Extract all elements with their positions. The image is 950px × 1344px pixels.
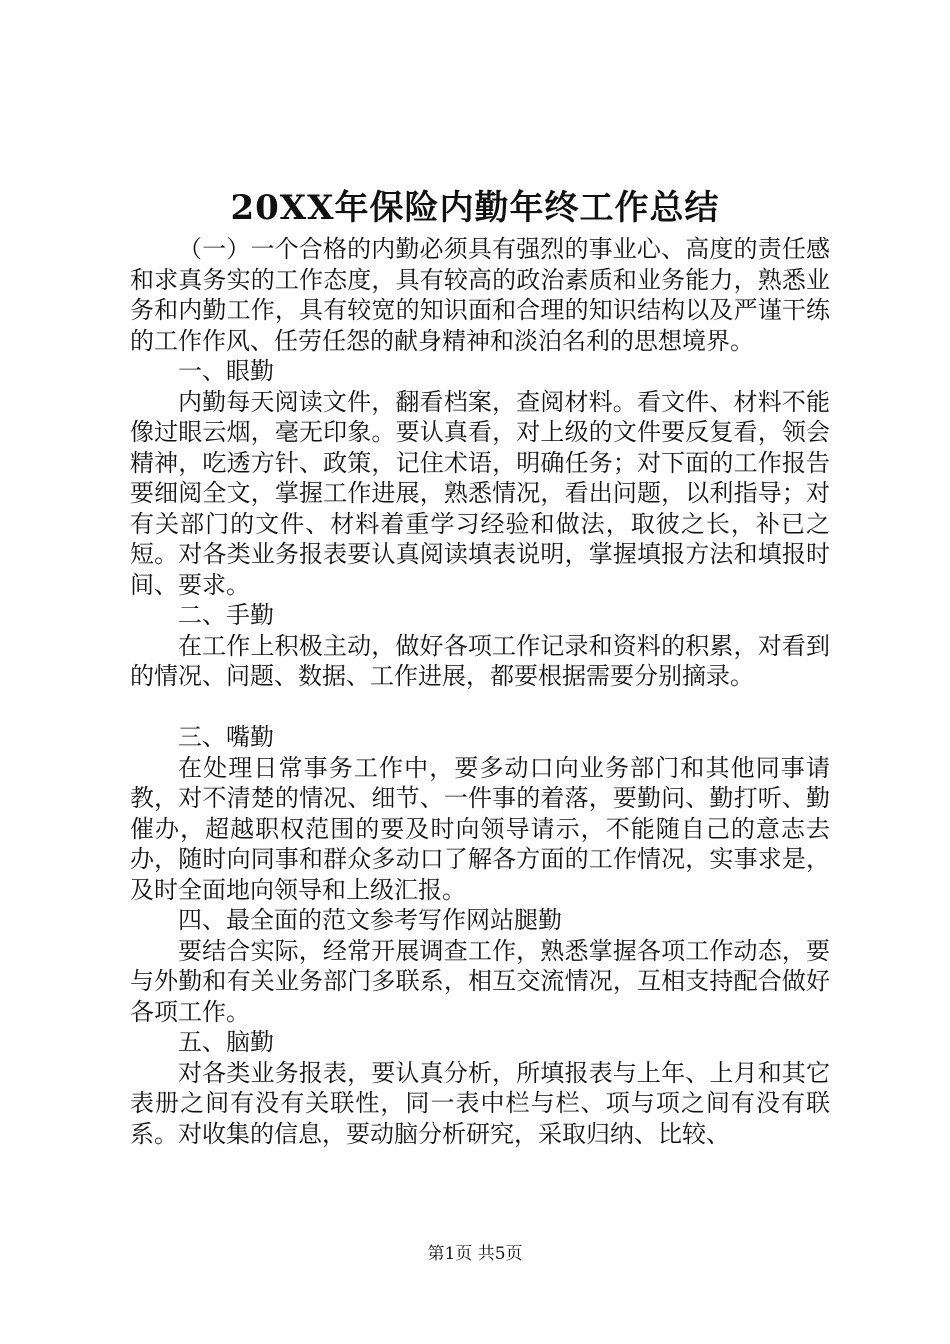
- paragraph: （一）一个合格的内勤必须具有强烈的事业心、高度的责任感和求真务实的工作态度，具有较高的政治素质和业务能力，熟悉业务和内勤工作，具有较宽的知识面和合理的知识结构以及严谨干练的工作作风、任劳任怨的献身精神和淡泊名利的思想境界。: [130, 235, 830, 355]
- section-heading: 一、眼勤: [178, 357, 274, 385]
- paragraph: 要结合实际，经常开展调查工作，熟悉掌握各项工作动态，要与外勤和有关业务部门多联系，相互交流情况，互相支持配合做好各项工作。: [130, 936, 830, 1026]
- section-heading: 四、最全面的范文参考写作网站腿勤: [178, 906, 562, 934]
- paragraph: 在处理日常事务工作中，要多动口向业务部门和其他同事请教，对不清楚的情况、细节、一件事的着落，要勤问、勤打听、勤催办，超越职权范围的要及时向领导请示，不能随自己的意志去办，随时向同事和群众多动口了解各方面的工作情况，实事求是，及时全面地向领导和上级汇报。: [130, 753, 830, 904]
- paragraph: 在工作上积极主动，做好各项工作记录和资料的积累，对看到的情况、问题、数据、工作进展，都要根据需要分别摘录。: [130, 631, 830, 690]
- page-title: 20XX年保险内勤年终工作总结: [230, 188, 720, 228]
- blank-line: [130, 692, 830, 723]
- document-body: [130, 234, 830, 1149]
- section-heading: 五、脑勤: [178, 1028, 274, 1056]
- paragraph: 内勤每天阅读文件，翻看档案，查阅材料。看文件、材料不能像过眼云烟，毫无印象。要认真看，对上级的文件要反复看，领会精神，吃透方针、政策，记住术语，明确任务；对下面的工作报告要细阅全文，掌握工作进展，熟悉情况，看出问题，以利指导；对有关部门的文件、材料着重学习经验和做法，取彼之长，补已之短。对各类业务报表要认真阅读填表说明，掌握填报方法和填报时间、要求。: [130, 387, 830, 599]
- section-heading: 三、嘴勤: [178, 723, 274, 751]
- section-heading: 二、手勤: [178, 601, 274, 629]
- page-footer: 第1页 共5页: [427, 1244, 523, 1264]
- paragraph: 对各类业务报表，要认真分析，所填报表与上年、上月和其它表册之间有没有关联性，同一表中栏与栏、项与项之间有没有联系。对收集的信息，要动脑分析研究，采取归纳、比较、: [130, 1058, 830, 1148]
